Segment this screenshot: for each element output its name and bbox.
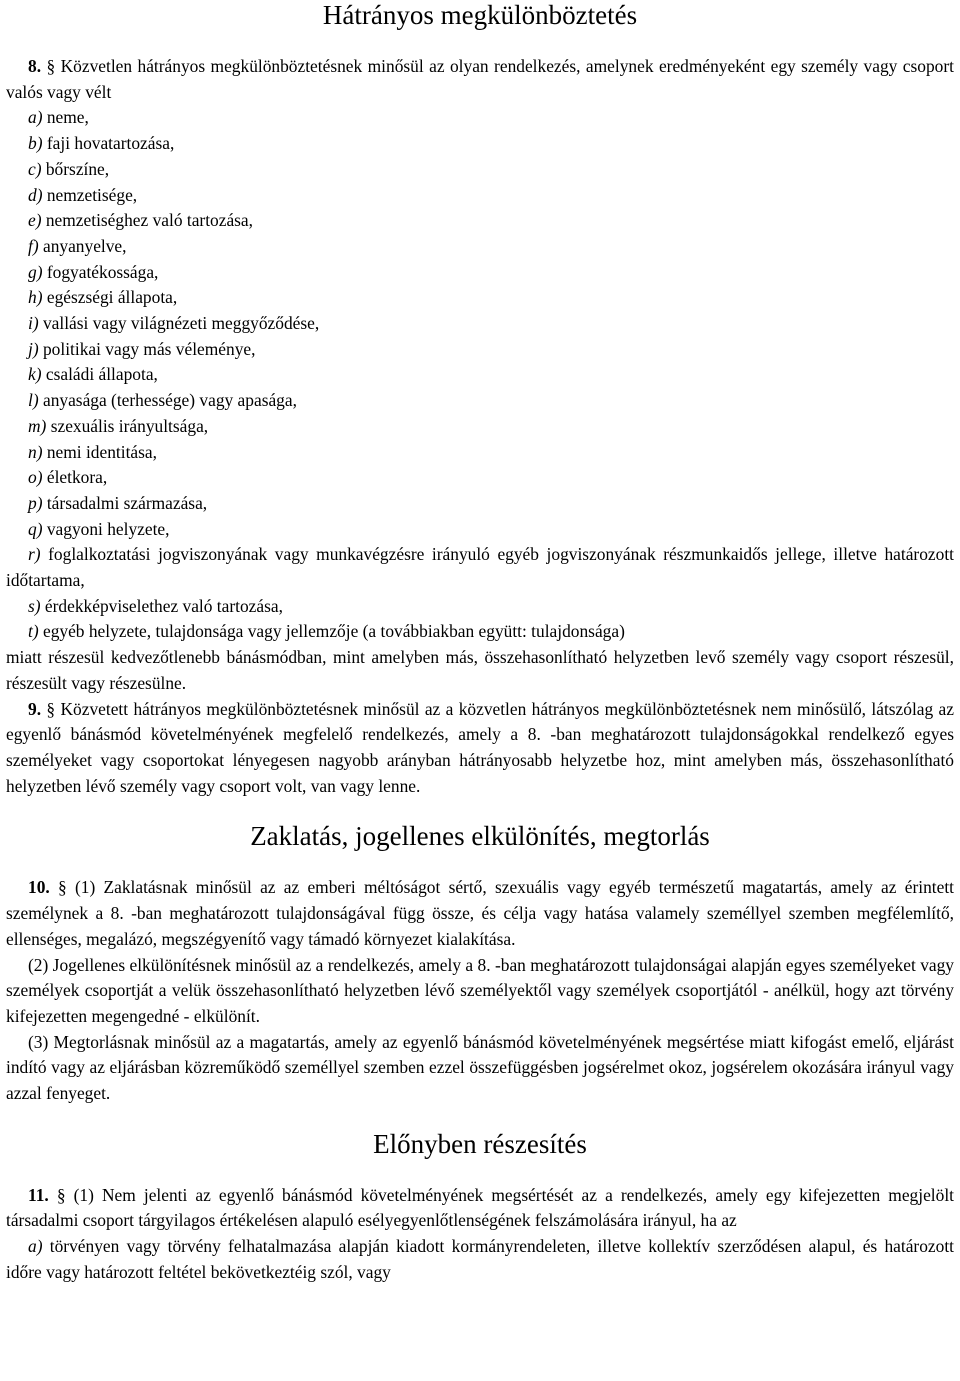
list-text: bőrszíne, bbox=[41, 158, 110, 179]
list-item bbox=[6, 157, 954, 183]
list-letter: b) bbox=[28, 133, 43, 154]
list-item bbox=[6, 440, 954, 466]
list-letter: s) bbox=[28, 595, 41, 616]
paragraph-text: (1) Zaklatásnak minősül az az emberi méltóságot sértő, szexuális vagy egyéb természetű magatartás, amely az érintett személynek a 8. -ban meghatározott tulajdonságával függ össze, és célja vagy hatása valamely személlyel szemben megfélemlítő, ellenséges, megalázó, megszégyenítő vagy támadó környezet kialakítása. bbox=[6, 877, 954, 949]
list-item bbox=[6, 337, 954, 363]
list-item bbox=[6, 285, 954, 311]
paragraph-8-end: miatt részesül kedvezőtlenebb bánásmódban, mint amelyben más, összehasonlítható helyzetben levő személy vagy csoport részesül, részesült vagy részesülne. bbox=[6, 647, 954, 693]
list-letter: e) bbox=[28, 210, 42, 231]
paragraph-8-intro bbox=[6, 54, 954, 105]
list-letter: d) bbox=[28, 184, 43, 205]
list-letter: k) bbox=[28, 364, 42, 385]
section-title: Hátrányos megkülönböztetés bbox=[322, 0, 638, 30]
paragraph-number: 11. bbox=[28, 1184, 49, 1205]
paragraph-text: (1) Nem jelenti az egyenlő bánásmód követelményének megsértését az a rendelkezés, amely egy kifejezetten megjelölt társadalmi csoport tárgyilagos értékelésen alapuló esélyegyenlőtlenségének felszámolására irányul, ha az bbox=[6, 1184, 954, 1231]
list-item bbox=[6, 517, 954, 543]
list-letter: t) bbox=[28, 621, 39, 642]
list-item bbox=[6, 234, 954, 260]
list-letter: a) bbox=[28, 107, 43, 128]
list-item bbox=[6, 131, 954, 157]
list-item bbox=[6, 491, 954, 517]
section-sign: § bbox=[46, 698, 56, 719]
list-text: érdekképviselethez való tartozása, bbox=[40, 595, 283, 616]
list-item bbox=[6, 388, 954, 414]
list-text: vagyoni helyzete, bbox=[42, 518, 170, 539]
list-letter: o) bbox=[28, 467, 43, 488]
list-text: fogyatékossága, bbox=[42, 261, 159, 282]
paragraph-number: 10. bbox=[28, 877, 50, 898]
list-item bbox=[6, 183, 954, 209]
list-letter: h) bbox=[28, 287, 43, 308]
list-letter: g) bbox=[28, 261, 43, 282]
list-text: anyasága (terhessége) vagy apasága, bbox=[38, 390, 297, 411]
paragraph-number: 9. bbox=[28, 698, 42, 719]
list-text: nemzetisége, bbox=[42, 184, 138, 205]
list-text: társadalmi származása, bbox=[42, 492, 208, 513]
list-item bbox=[6, 594, 954, 620]
paragraph-number: 8. bbox=[28, 56, 42, 76]
list-item bbox=[6, 362, 954, 388]
paragraph-10-3: (3) Megtorlásnak minősül az a magatartás, amely az egyenlő bánásmód követelményének megsértése miatt kifogást emelő, eljárást indító vagy az eljárásban közreműködő személlyel szemben ezzel összefüggésben jogsérelmet okoz, jogsérelem okozására irányul vagy azzal fenyeget. bbox=[6, 1031, 954, 1104]
list-letter: l) bbox=[28, 390, 39, 411]
list-letter: q) bbox=[28, 518, 43, 539]
list-letter: r) bbox=[28, 544, 41, 565]
section-sign: § bbox=[56, 1184, 66, 1205]
list-item bbox=[6, 208, 954, 234]
list-text: politikai vagy más véleménye, bbox=[38, 338, 256, 359]
list-item bbox=[6, 465, 954, 491]
list-text: családi állapota, bbox=[41, 364, 158, 385]
list-letter: p) bbox=[28, 492, 43, 513]
list-item bbox=[6, 542, 954, 593]
list-letter: c) bbox=[28, 158, 42, 179]
section-title: Zaklatás, jogellenes elkülönítés, megtorlás bbox=[250, 821, 710, 852]
list-item bbox=[6, 105, 954, 131]
list-letter: f) bbox=[28, 235, 39, 256]
list-text: vallási vagy világnézeti meggyőződése, bbox=[38, 313, 320, 334]
list-letter: j) bbox=[28, 338, 39, 359]
paragraph-11-1 bbox=[6, 1183, 954, 1234]
section-sign: § bbox=[46, 56, 56, 76]
list-text: faji hovatartozása, bbox=[42, 133, 175, 154]
list-text: foglalkoztatási jogviszonyának vagy munkavégzésre irányuló egyéb jogviszonyának részmunkaidős jellege, illetve határozott időtartama, bbox=[6, 544, 954, 591]
list-item bbox=[6, 1234, 954, 1285]
list-item bbox=[6, 619, 954, 645]
list-letter: n) bbox=[28, 441, 43, 462]
paragraph-10-2: (2) Jogellenes elkülönítésnek minősül az a rendelkezés, amely a 8. -ban meghatározott tulajdonságai alapján egyes személyeket vagy személyek csoportját a velük összehasonlítható helyzetben lévő személyektől vagy személyek csoportjától - anélkül, hogy azt törvény kifejezetten megengedné - elkülönít. bbox=[6, 954, 954, 1026]
list-item bbox=[6, 414, 954, 440]
section-sign: § bbox=[58, 877, 67, 898]
paragraph-10-1 bbox=[6, 875, 954, 952]
list-letter: a) bbox=[28, 1236, 43, 1257]
list-item bbox=[6, 311, 954, 337]
list-text: törvényen vagy törvény felhatalmazása alapján kiadott kormányrendeleten, illetve kollektív szerződésen alapul, és határozott időre vagy határozott feltétel bekövetkeztéig szól, vagy bbox=[6, 1236, 954, 1282]
list-text: nemi identitása, bbox=[42, 441, 157, 462]
paragraph-text: Közvetlen hátrányos megkülönböztetésnek minősül az olyan rendelkezés, amelynek eredményeként egy személy vagy csoport valós vagy vélt bbox=[6, 56, 954, 102]
list-text: szexuális irányultsága, bbox=[46, 415, 209, 436]
list-text: anyanyelve, bbox=[38, 235, 127, 256]
list-text: életkora, bbox=[42, 467, 108, 488]
list-letter: i) bbox=[28, 313, 39, 334]
ground-list bbox=[6, 105, 954, 542]
list-text: egyéb helyzete, tulajdonsága vagy jellemzője (a továbbiakban együtt: tulajdonsága) bbox=[38, 621, 625, 642]
list-text: egészségi állapota, bbox=[42, 287, 178, 308]
list-letter: m) bbox=[28, 415, 47, 436]
paragraph-9 bbox=[6, 697, 954, 800]
paragraph-text: Közvetett hátrányos megkülönböztetésnek minősül az a közvetlen hátrányos megkülönböztetésnek nem minősülő, látszólag az egyenlő bánásmód követelményének megfelelő rendelkezés, amely a 8. -ban meghatározott tulajdonságokkal rendelkező egyes személyeket vagy csoportokat lényegesen nagyobb arányban hátrányosabb helyzetbe hoz, mint amelyben más, összehasonlítható helyzetben lévő személy vagy csoport volt, van vagy lenne. bbox=[6, 698, 954, 796]
list-item bbox=[6, 260, 954, 286]
list-text: nemzetiséghez való tartozása, bbox=[41, 210, 253, 231]
list-text: neme, bbox=[42, 107, 89, 128]
section-title: Előnyben részesítés bbox=[373, 1128, 587, 1159]
